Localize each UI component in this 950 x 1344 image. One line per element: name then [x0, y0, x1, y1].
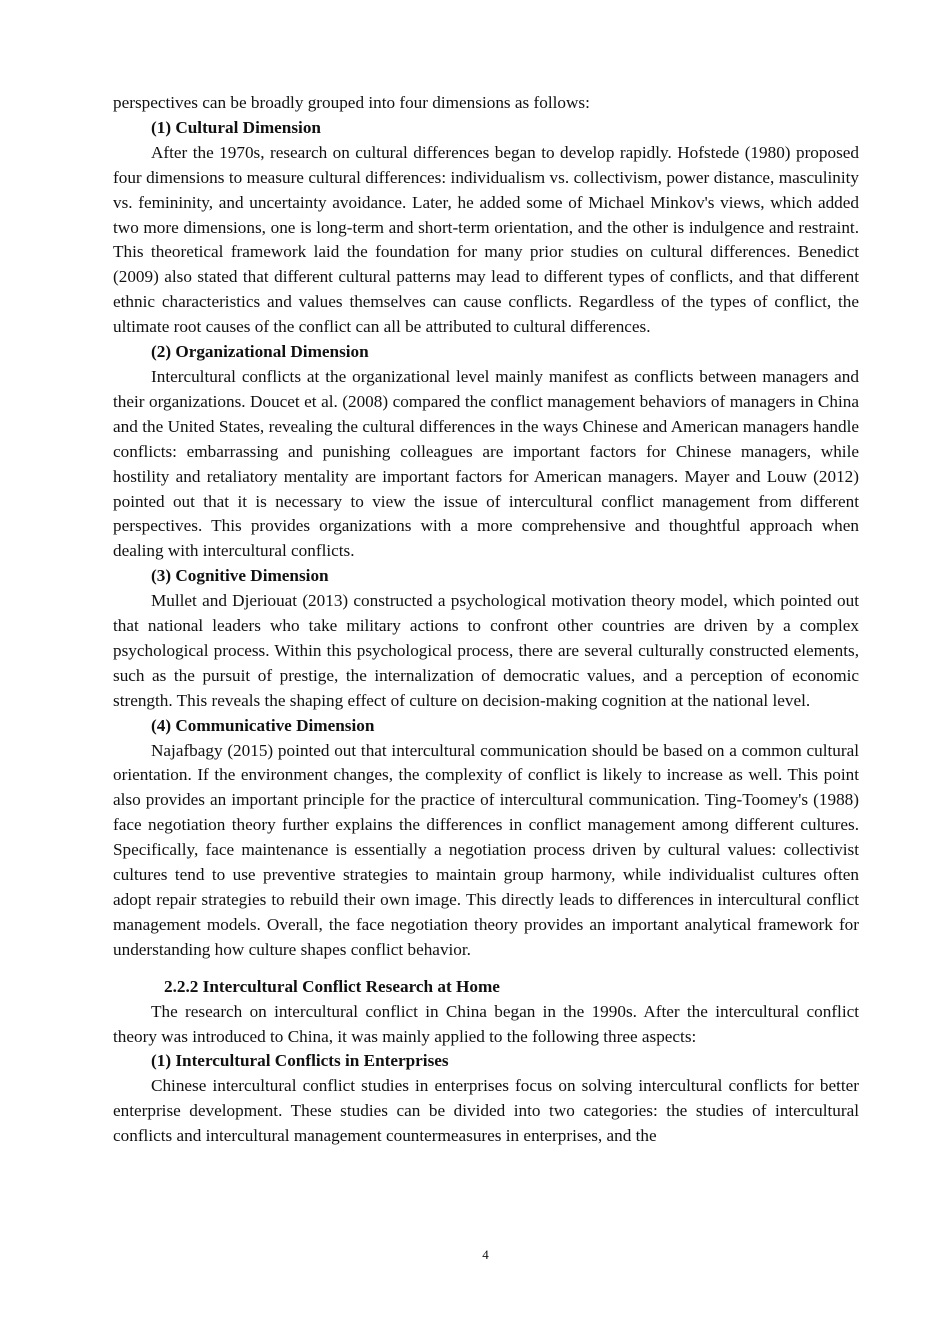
organizational-dimension-heading: (2) Organizational Dimension	[151, 342, 369, 362]
section-2-2-2-heading: 2.2.2 Intercultural Conflict Research at Home	[164, 976, 500, 996]
communicative-dimension-paragraph: Najafbagy (2015) pointed out that intercultural communication should be based on a common cultural orientation. If the environment changes, the complexity of conflict is likely to increase as well. This point also provides an important principle for the practice of intercultural communication. Ting-Toomey's (1988) face negotiation theory further explains the differences in conflict management among different cultures. Specifically, face maintenance is essentially a negotiation process driven by cultural values: collectivist cultures tend to use preventive strategies to maintain group harmony, while individualist cultures often adopt repair strategies to rebuild their own image. This directly leads to differences in intercultural conflict management models. Overall, the face negotiation theory provides an important analytical framework for understanding how culture shapes conflict behavior.	[113, 740, 859, 959]
organizational-dimension-paragraph: Intercultural conflicts at the organizational level mainly manifest as conflicts between managers and their organizations. Doucet et al. (2008) compared the conflict management behaviors of managers in China and the United States, revealing the cultural differences in the ways Chinese and American managers handle conflicts: embarrassing and punishing colleagues are important factors for Chinese managers, while hostility and retaliatory mentality are important factors for American managers. Mayer and Louw (2012) pointed out that it is necessary to view the issue of intercultural conflict management from different perspectives. This provides organizations with a more comprehensive and thoughtful approach when dealing with intercultural conflicts.	[113, 366, 859, 561]
cultural-dimension-paragraph: After the 1970s, research on cultural differences began to develop rapidly. Hofstede (1980) proposed four dimensions to measure cultural differences: individualism vs. collectivism, power distance, masculinity vs. femininity, and uncertainty avoidance. Later, he added some of Michael Minkov's views, which added two more dimensions, one is long-term and short-term orientation, and the other is indulgence and restraint. This theoretical framework laid the foundation for many prior studies on cultural differences. Benedict (2009) also stated that different cultural patterns may lead to different types of conflicts, and that different ethnic characteristics and values themselves can cause conflicts. Regardless of the types of conflict, the ultimate root causes of the conflict can all be attributed to cultural differences.	[113, 142, 859, 337]
cognitive-dimension-paragraph: Mullet and Djeriouat (2013) constructed a psychological motivation theory model, which pointed out that national leaders who take military actions to confront other countries are driven by a complex psychological process. Within this psychological process, there are several culturally constructed elements, such as the pursuit of prestige, the internalization of democratic values, and a perception of economic strength. This reveals the shaping effect of culture on decision-making cognition at the national level.	[113, 591, 859, 710]
document-page	[113, 91, 859, 1149]
intro-paragraph: perspectives can be broadly grouped into four dimensions as follows:	[113, 93, 590, 112]
page-number: 4	[482, 1247, 489, 1262]
section-2-2-2-paragraph: The research on intercultural conflict in China began in the 1990s. After the intercultural conflict theory was introduced to China, it was mainly applied to the following three aspects:	[113, 1001, 859, 1046]
cognitive-dimension-heading: (3) Cognitive Dimension	[151, 566, 329, 586]
enterprises-heading: (1) Intercultural Conflicts in Enterprises	[151, 1051, 449, 1071]
cultural-dimension-heading: (1) Cultural Dimension	[151, 117, 321, 137]
enterprises-paragraph: Chinese intercultural conflict studies in enterprises focus on solving intercultural conflicts for better enterprise development. These studies can be divided into two categories: the studies of intercultural conflicts and intercultural management countermeasures in enterprises, and the	[113, 1076, 859, 1146]
communicative-dimension-heading: (4) Communicative Dimension	[151, 715, 375, 735]
